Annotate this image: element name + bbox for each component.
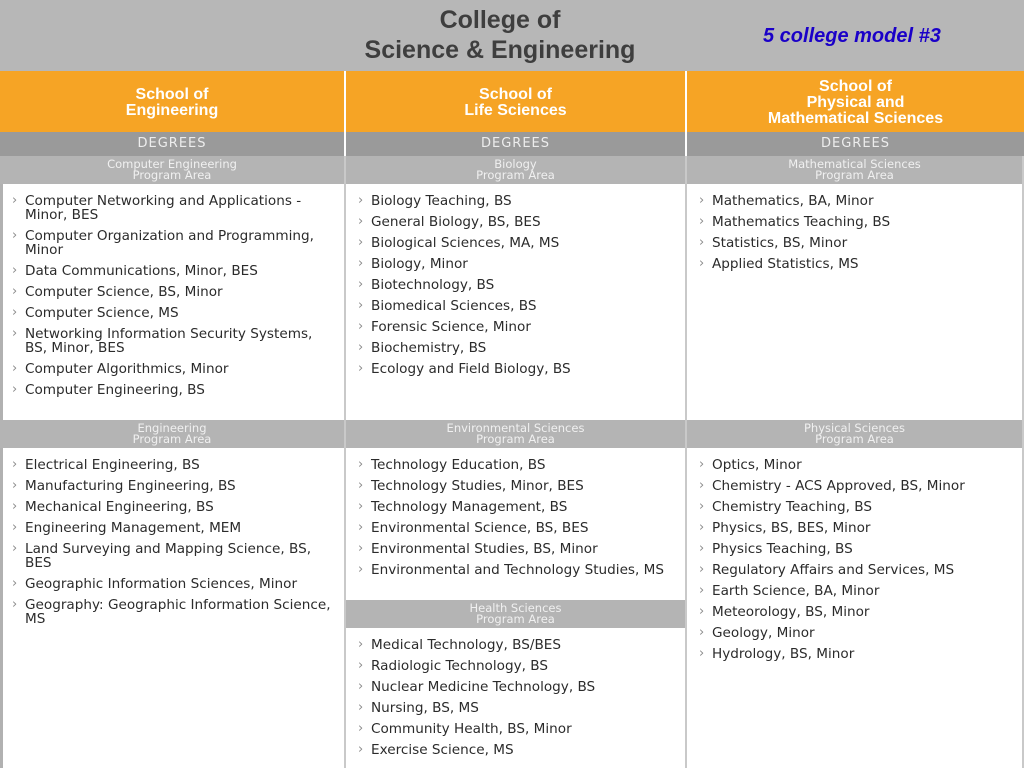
college-title: College of Science & Engineering: [364, 6, 636, 64]
degree-item: › General Biology, BS, BES: [346, 215, 685, 229]
degree-item: › Biochemistry, BS: [346, 341, 685, 355]
degree-item: › Geography: Geographic Information Science, MS: [0, 598, 344, 626]
school-engineering-header: School of Engineering: [0, 71, 346, 132]
degree-item: › Computer Organization and Programming, Minor: [0, 229, 344, 257]
degree-list: [346, 184, 685, 420]
degree-item: › Community Health, BS, Minor: [346, 722, 685, 736]
degree-item: › Biomedical Sciences, BS: [346, 299, 685, 313]
degree-item: › Environmental Science, BS, BES: [346, 521, 685, 535]
degree-item: › Biological Sciences, MA, MS: [346, 236, 685, 250]
engineering-column: [0, 156, 346, 768]
degree-item: › Optics, Minor: [687, 458, 1022, 472]
degree-item: › Networking Information Security Systems, BS, Minor, BES: [0, 327, 344, 355]
degree-item: › Nuclear Medicine Technology, BS: [346, 680, 685, 694]
degree-item: › Physics, BS, BES, Minor: [687, 521, 1022, 535]
degree-list: [346, 448, 685, 600]
degree-item: › Forensic Science, Minor: [346, 320, 685, 334]
program-area-header: Computer Engineering Program Area: [0, 156, 344, 184]
degrees-label: DEGREES: [346, 132, 687, 156]
degree-item: › Meteorology, BS, Minor: [687, 605, 1022, 619]
degree-item: › Land Surveying and Mapping Science, BS, BES: [0, 542, 344, 570]
degree-item: › Earth Science, BA, Minor: [687, 584, 1022, 598]
degree-item: › Regulatory Affairs and Services, MS: [687, 563, 1022, 577]
school-headers: [0, 71, 1024, 132]
degree-item: › Computer Engineering, BS: [0, 383, 344, 397]
degree-item: › Geographic Information Sciences, Minor: [0, 577, 344, 591]
degree-item: › Ecology and Field Biology, BS: [346, 362, 685, 376]
degree-item: › Computer Science, BS, Minor: [0, 285, 344, 299]
degree-list: [0, 184, 344, 420]
degree-list: [687, 184, 1022, 420]
degree-item: › Technology Management, BS: [346, 500, 685, 514]
degree-item: › Mechanical Engineering, BS: [0, 500, 344, 514]
degree-item: › Hydrology, BS, Minor: [687, 647, 1022, 661]
degree-item: › Mathematics Teaching, BS: [687, 215, 1022, 229]
program-area-header: Physical Sciences Program Area: [687, 420, 1022, 448]
degree-item: › Radiologic Technology, BS: [346, 659, 685, 673]
degree-item: › Exercise Science, MS: [346, 743, 685, 757]
degrees-bar: [0, 132, 1024, 156]
degree-item: › Engineering Management, MEM: [0, 521, 344, 535]
degree-item: › Technology Education, BS: [346, 458, 685, 472]
degree-item: › Medical Technology, BS/BES: [346, 638, 685, 652]
degree-list: [0, 448, 344, 626]
degree-item: › Computer Science, MS: [0, 306, 344, 320]
slide-label: 5 college model #3: [763, 25, 941, 47]
degree-list: [346, 628, 685, 757]
life-sciences-column: [346, 156, 687, 768]
degree-item: › Geology, Minor: [687, 626, 1022, 640]
program-area-header: Mathematical Sciences Program Area: [687, 156, 1022, 184]
physical-math-column: [687, 156, 1024, 768]
degree-item: › Environmental and Technology Studies, MS: [346, 563, 685, 577]
school-life-sciences-header: School of Life Sciences: [346, 71, 687, 132]
degree-item: › Data Communications, Minor, BES: [0, 264, 344, 278]
degree-item: › Manufacturing Engineering, BS: [0, 479, 344, 493]
program-area-header: Biology Program Area: [346, 156, 685, 184]
school-physical-math-header: School of Physical and Mathematical Sciences: [767, 77, 944, 127]
college-header: [0, 0, 1024, 71]
degree-item: › Biotechnology, BS: [346, 278, 685, 292]
degree-item: › Mathematics, BA, Minor: [687, 194, 1022, 208]
degree-item: › Computer Algorithmics, Minor: [0, 362, 344, 376]
degrees-label: DEGREES: [0, 132, 346, 156]
degree-item: › Biology Teaching, BS: [346, 194, 685, 208]
degree-item: › Statistics, BS, Minor: [687, 236, 1022, 250]
degree-item: › Computer Networking and Applications - Minor, BES: [0, 194, 344, 222]
program-area-header: Health Sciences Program Area: [346, 600, 685, 628]
program-area-header: Engineering Program Area: [0, 420, 344, 448]
degree-item: › Applied Statistics, MS: [687, 257, 1022, 271]
degree-item: › Biology, Minor: [346, 257, 685, 271]
degree-item: › Nursing, BS, MS: [346, 701, 685, 715]
program-area-header: Environmental Sciences Program Area: [346, 420, 685, 448]
degree-item: › Technology Studies, Minor, BES: [346, 479, 685, 493]
degree-item: › Electrical Engineering, BS: [0, 458, 344, 472]
degree-list: [687, 448, 1022, 661]
degrees-label: DEGREES: [820, 136, 890, 151]
degree-item: › Chemistry Teaching, BS: [687, 500, 1022, 514]
degree-item: › Physics Teaching, BS: [687, 542, 1022, 556]
degree-item: › Environmental Studies, BS, Minor: [346, 542, 685, 556]
degree-item: › Chemistry - ACS Approved, BS, Minor: [687, 479, 1022, 493]
